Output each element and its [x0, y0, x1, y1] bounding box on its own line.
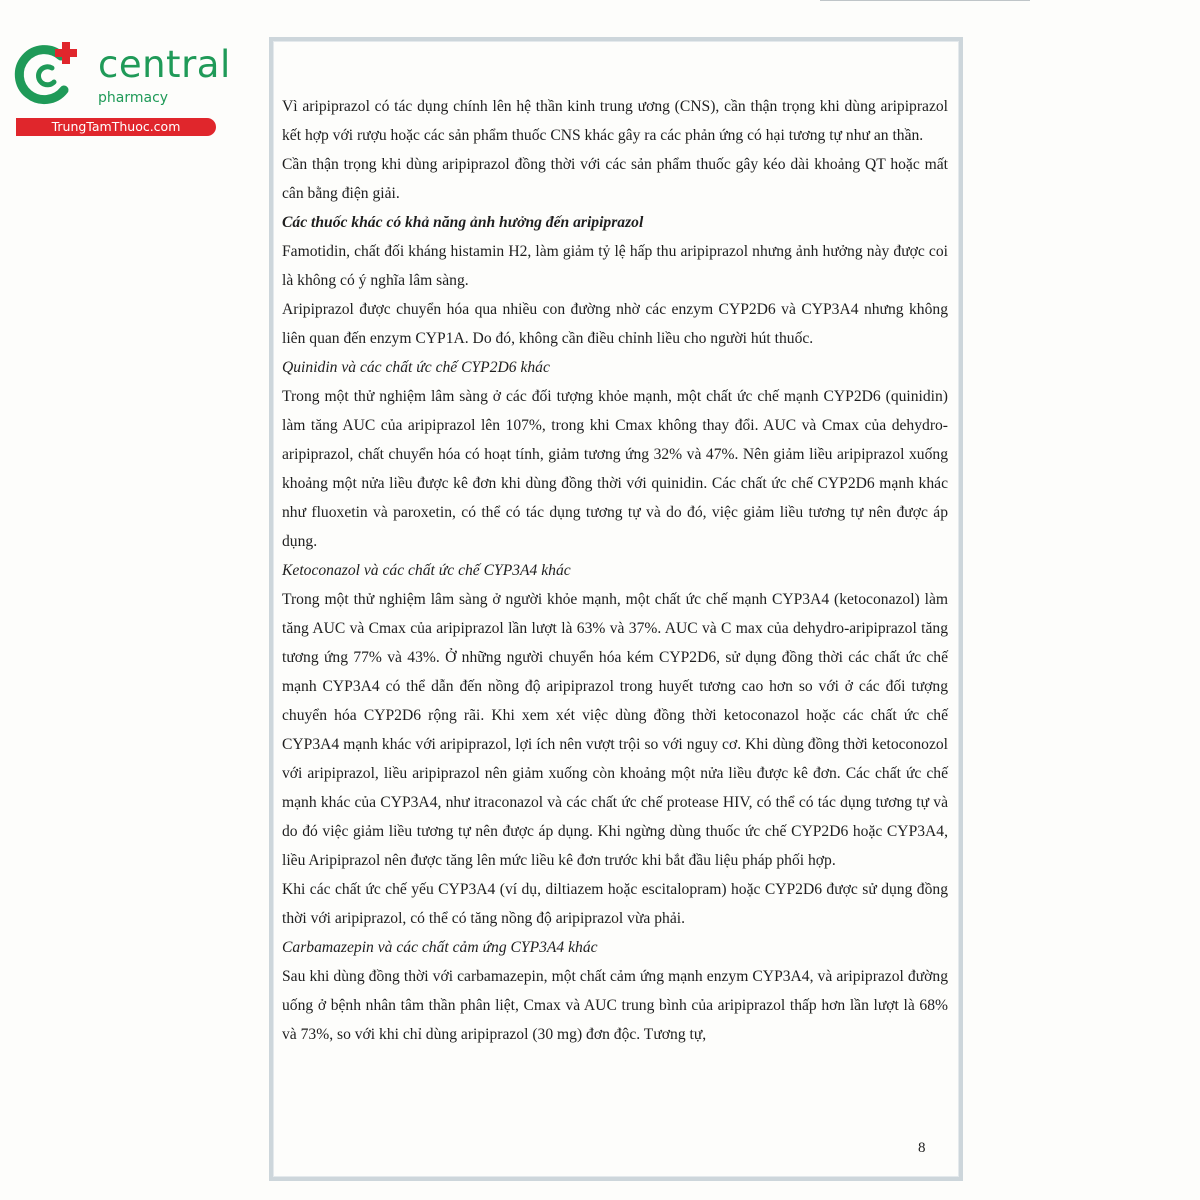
paragraph: Famotidin, chất đối kháng histamin H2, làm giảm tỷ lệ hấp thu aripiprazol nhưng ảnh hưởng này được coi là không có ý nghĩa lâm sàng.: [282, 243, 948, 289]
pharmacy-cross-icon: [10, 38, 82, 110]
paragraph: Vì aripiprazol có tác dụng chính lên hệ thần kinh trung ương (CNS), cần thận trọng khi dùng aripiprazol kết hợp với rượu hoặc các sản phẩm thuốc CNS khác gây ra các phản ứng có hại tương tự như an thần.: [282, 98, 948, 144]
paragraph: Khi các chất ức chế yếu CYP3A4 (ví dụ, diltiazem hoặc escitalopram) hoặc CYP2D6 được sử dụng đồng thời với aripiprazol, có thể có tăng nồng độ aripiprazol vừa phải.: [282, 881, 948, 927]
section-heading: Ketoconazol và các chất ức chế CYP3A4 khác: [282, 562, 571, 579]
logo-brand-sub: pharmacy: [98, 90, 169, 106]
section-heading: Các thuốc khác có khả năng ảnh hưởng đến aripiprazol: [282, 214, 644, 231]
central-pharmacy-logo[interactable]: [10, 38, 231, 138]
logo-website-link[interactable]: TrungTamThuoc.com: [16, 118, 216, 136]
paragraph: Trong một thử nghiệm lâm sàng ở các đối tượng khỏe mạnh, một chất ức chế mạnh CYP2D6 (quinidin) làm tăng AUC của aripiprazol lên 107%, trong khi Cmax không thay đổi. AUC và Cmax của dehydro-aripiprazol, chất chuyển hóa có hoạt tính, giảm tương ứng 32% và 47%. Nên giảm liều aripiprazol xuống khoảng một nửa liều được kê đơn khi dùng đồng thời với quinidin. Các chất ức chế CYP2D6 mạnh khác như fluoxetin và paroxetin, có thể có tác dụng tương tự và do đó, việc giảm liều tương tự nên được áp dụng.: [282, 388, 948, 550]
logo-brand-name: central: [98, 43, 231, 86]
section-heading: Carbamazepin và các chất cảm ứng CYP3A4 khác: [282, 939, 598, 956]
document-body: [282, 92, 948, 1049]
paragraph: Trong một thử nghiệm lâm sàng ở người khỏe mạnh, một chất ức chế mạnh CYP3A4 (ketoconazol) làm tăng AUC và Cmax của aripiprazol lần lượt là 63% và 37%. AUC và C max của dehydro-aripiprazol tăng tương ứng 77% và 43%. Ở những người chuyển hóa kém CYP2D6, sử dụng đồng thời các chất ức chế mạnh CYP3A4 có thể dẫn đến nồng độ aripiprazol trong huyết tương cao hơn so với ở các đối tượng chuyển hóa CYP2D6 rộng rãi. Khi xem xét việc dùng đồng thời ketoconazol hoặc các chất ức chế CYP3A4 mạnh khác với aripiprazol, lợi ích nên vượt trội so với nguy cơ. Khi dùng đồng thời ketoconozol với aripiprazol, liều aripiprazol nên giảm xuống còn khoảng một nửa liều được kê đơn. Các chất ức chế mạnh khác của CYP3A4, như itraconazol và các chất ức chế protease HIV, có thể có tác dụng tương tự và do đó việc giảm liều tương tự nên được áp dụng. Khi ngừng dùng thuốc ức chế CYP2D6 hoặc CYP3A4, liều Aripiprazol nên được tăng lên mức liều kê đơn trước khi bắt đầu liệu pháp phối hợp.: [282, 591, 948, 869]
paragraph: Aripiprazol được chuyển hóa qua nhiều con đường nhờ các enzym CYP2D6 và CYP3A4 nhưng không liên quan đến enzym CYP1A. Do đó, không cần điều chỉnh liều cho người hút thuốc.: [282, 301, 948, 347]
paragraph: Sau khi dùng đồng thời với carbamazepin, một chất cảm ứng mạnh enzym CYP3A4, và aripiprazol đường uống ở bệnh nhân tâm thần phân liệt, Cmax và AUC trung bình của aripiprazol thấp hơn lần lượt là 68% và 73%, so với khi chỉ dùng aripiprazol (30 mg) đơn độc. Tương tự,: [282, 968, 948, 1043]
section-heading: Quinidin và các chất ức chế CYP2D6 khác: [282, 359, 550, 376]
page-number: 8: [918, 1140, 926, 1156]
scan-edge-line: [820, 0, 1030, 1]
paragraph: Cần thận trọng khi dùng aripiprazol đồng thời với các sản phẩm thuốc gây kéo dài khoảng QT hoặc mất cân bằng điện giải.: [282, 156, 948, 202]
